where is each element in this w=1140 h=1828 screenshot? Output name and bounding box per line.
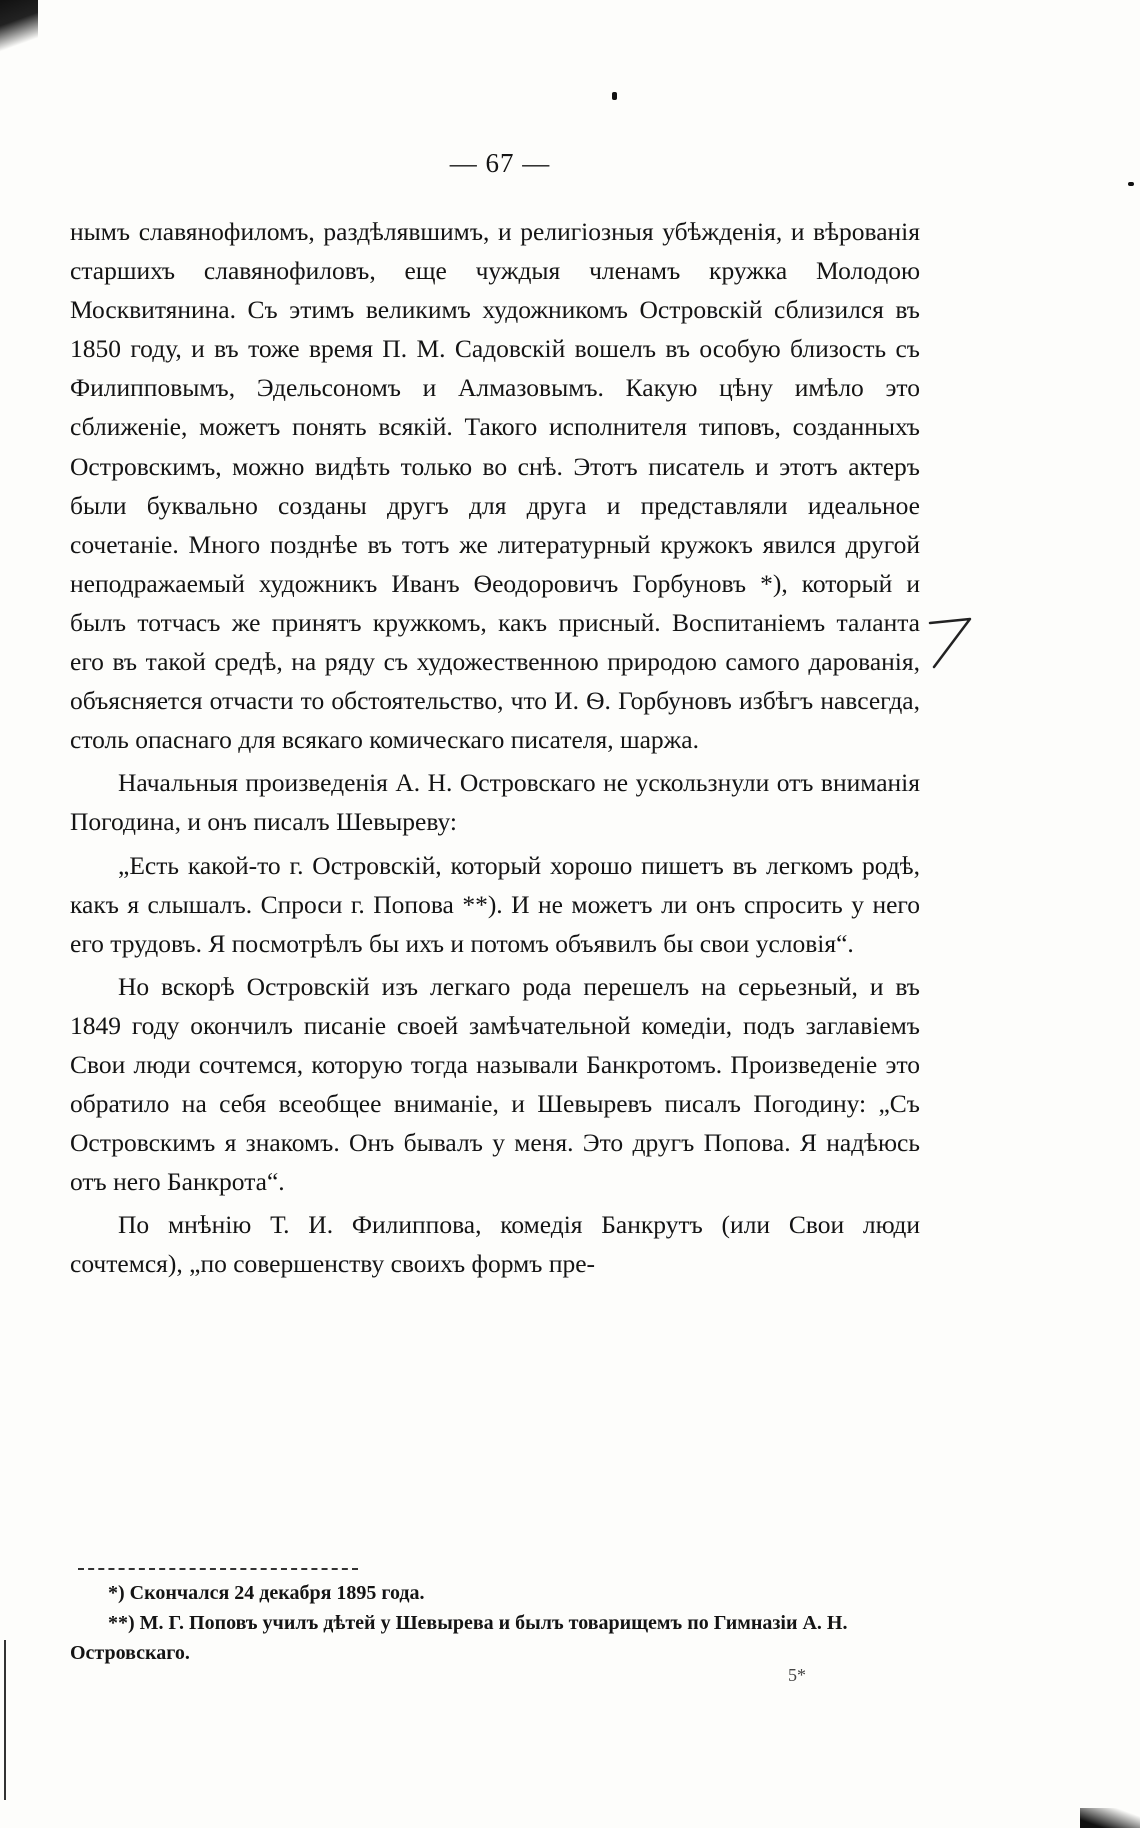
quotation: „Есть какой-то г. Островскій, который хорошо пишетъ въ легкомъ родѣ, какъ я слышалъ. Спроси г. Попова **). И не можетъ ли онъ спросить у него его трудовъ. Я посмотрѣлъ бы ихъ и потомъ объявилъ бы свои условія“. [70,850,920,958]
footnotes [70,1578,920,1668]
paragraph: Но вскорѣ Островскій изъ легкаго рода перешелъ на серьезный, и въ 1849 году окончилъ писаніе своей замѣчательной комедіи, подъ заглавіемъ Свои люди сочтемся, которую тогда называли Банкротомъ. Произведеніе это обратило на себя всеобщее вниманіе, и Шевыревъ писалъ Погодину: „Съ Островскимъ я знакомъ. Онъ бывалъ у меня. Это другъ Попова. Я надѣюсь отъ него Банкрота“. [70,971,920,1197]
footnote-divider [78,1568,358,1570]
scan-shadow-top-left [0,0,38,60]
scan-speck [1128,182,1134,186]
handwritten-margin-mark [926,615,986,675]
scan-shadow-bottom-right [1080,1808,1140,1828]
footnote: *) Скончался 24 декабря 1895 года. [108,1582,425,1604]
footnote: **) М. Г. Поповъ училъ дѣтей у Шевырева и былъ товарищемъ по Гимназіи А. Н. Островскаго. [70,1612,848,1664]
printer-signature-mark: 5* [788,1665,806,1685]
paragraph: Начальныя произведенія А. Н. Островскаго не ускользнули отъ вниманія Погодина, и онъ писалъ Шевыреву: [70,768,920,837]
scan-speck [612,92,617,100]
main-text [70,212,920,1284]
paragraph: По мнѣнію Т. И. Филиппова, комедія Банкрутъ (или Свои люди сочтемся), „по совершенству своихъ формъ пре- [70,1210,920,1279]
page-number: — 67 — [449,148,551,178]
paragraph: нымъ славянофиломъ, раздѣлявшимъ, и религіозныя убѣжденія, и вѣрованія старшихъ славянофиловъ, еще чуждыя членамъ кружка Молодою Москвитянина. Съ этимъ великимъ художникомъ Островскій сблизился въ 1850 году, и въ тоже время П. М. Садовскій вошелъ въ особую близость съ Филипповымъ, Эдельсономъ и Алмазовымъ. Какую цѣну имѣло это сближеніе, можетъ понять всякій. Такого исполнителя типовъ, созданныхъ Островскимъ, можно видѣть только во снѣ. Этотъ писатель и этотъ актеръ были буквально созданы другъ для друга и представляли идеальное сочетаніе. Много позднѣе въ тотъ же литературный кружокъ явился другой неподражаемый художникъ Иванъ Ѳеодоровичъ Горбуновъ *), который и былъ тотчасъ же принятъ кружкомъ, какъ присный. Воспитаніемъ таланта его въ такой средѣ, на ряду съ художественною природою самого дарованія, объясняется отчасти то обстоятельство, что И. Ѳ. Горбуновъ избѣгъ навсегда, столь опаснаго для всякаго комическаго писателя, шаржа. [70,217,920,755]
scan-edge-left [4,1640,6,1800]
